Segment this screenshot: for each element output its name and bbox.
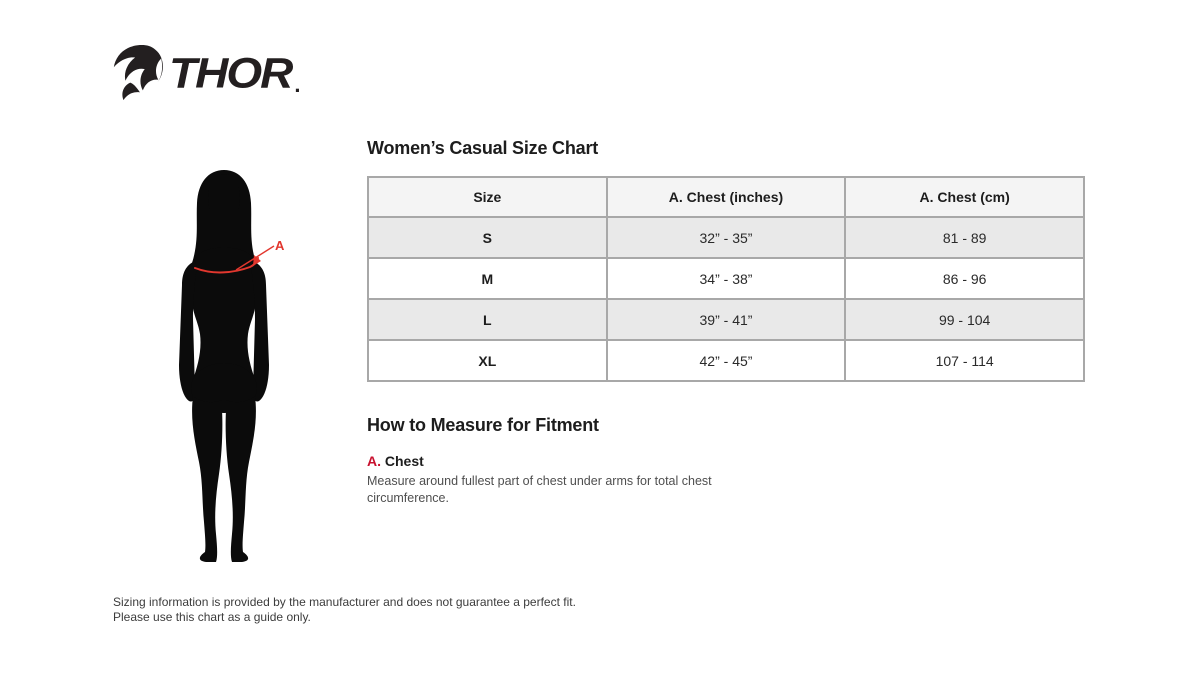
chest-inches-cell: 34” - 38” (607, 258, 846, 299)
chest-cm-cell: 86 - 96 (845, 258, 1084, 299)
column-header-chest-cm: A. Chest (cm) (845, 177, 1084, 217)
table-header-row (368, 177, 1084, 217)
chest-inches-cell: 32” - 35” (607, 217, 846, 258)
thor-logo-wordmark: THOR (169, 49, 292, 97)
chest-cm-cell: 107 - 114 (845, 340, 1084, 381)
chest-measurement-label-a: A (275, 238, 285, 253)
size-cell: M (368, 258, 607, 299)
measure-description: Measure around fullest part of chest under arms for total chest circumference. (367, 474, 712, 506)
table-row-m (368, 258, 1084, 299)
table-row-s (368, 217, 1084, 258)
thor-logo (112, 44, 300, 102)
size-chart-table (367, 176, 1085, 382)
measure-item-heading (367, 453, 1085, 469)
chest-inches-cell: 39” - 41” (607, 299, 846, 340)
disclaimer-line-1: Sizing information is provided by the manufacturer and does not guarantee a perfect fit. (113, 595, 576, 609)
column-header-size: Size (368, 177, 607, 217)
measure-item-chest (367, 453, 1085, 508)
chest-cm-cell: 81 - 89 (845, 217, 1084, 258)
measure-name-chest: Chest (384, 453, 424, 469)
female-silhouette-figure (158, 166, 298, 566)
size-cell: L (368, 299, 607, 340)
sizing-disclaimer (113, 595, 576, 625)
table-row-l (368, 299, 1084, 340)
measure-letter-a: A. (367, 453, 381, 469)
size-chart-content (367, 138, 1085, 508)
size-cell: XL (368, 340, 607, 381)
thor-logo-period: . (294, 72, 301, 97)
disclaimer-line-2: Please use this chart as a guide only. (113, 610, 311, 624)
chest-cm-cell: 99 - 104 (845, 299, 1084, 340)
chest-inches-cell: 42” - 45” (607, 340, 846, 381)
thor-goat-head-icon (112, 44, 164, 102)
column-header-chest-inches: A. Chest (inches) (607, 177, 846, 217)
how-to-measure-title: How to Measure for Fitment (367, 415, 599, 435)
table-row-xl (368, 340, 1084, 381)
size-cell: S (368, 217, 607, 258)
size-chart-title: Women’s Casual Size Chart (367, 138, 599, 158)
silhouette-shape (179, 170, 269, 562)
